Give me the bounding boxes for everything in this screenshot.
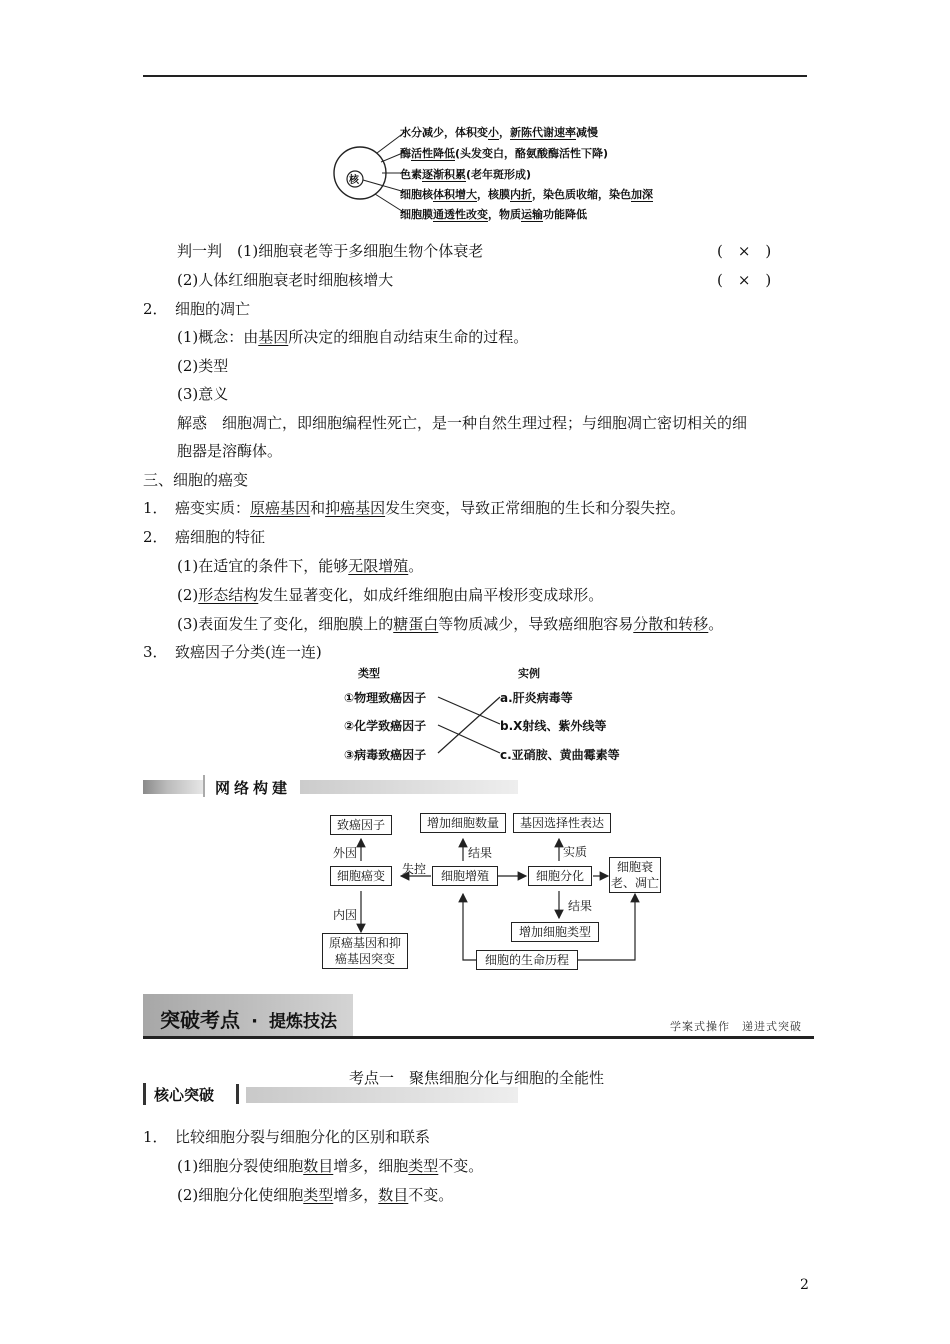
carcinogen-heading: 3． 致癌因子分类(连一连)	[143, 643, 322, 661]
apoptosis-type: (2)类型	[177, 357, 229, 375]
box-cell-life-history: 细胞的生命历程	[476, 950, 578, 970]
section-dot: ·	[251, 1011, 258, 1032]
judge-item-2: (2)人体红细胞衰老时细胞核增大	[177, 271, 394, 289]
box-increase-cell-number: 增加细胞数量	[420, 813, 506, 833]
box-gene-selective-expression: 基因选择性表达	[513, 813, 611, 833]
match-right-a: a.肝炎病毒等	[500, 691, 573, 705]
compare-line-2: (2)细胞分化使细胞类型增多，数目不变。	[177, 1186, 454, 1204]
label-internal-cause: 内因	[333, 908, 358, 922]
box-oncogene-mutation	[322, 933, 408, 969]
match-left-3: ③病毒致癌因子	[344, 748, 427, 762]
aging-trait-5: 细胞膜通透性改变，物质运输功能降低	[400, 208, 587, 221]
box-carcinogen: 致癌因子	[330, 815, 392, 835]
label-result-2: 结果	[568, 899, 593, 913]
match-left-2: ②化学致癌因子	[344, 719, 427, 733]
aging-trait-3: 色素逐渐积累(老年斑形成)	[400, 168, 532, 181]
apoptosis-note-1: 解惑 细胞凋亡，即细胞编程性死亡，是一种自然生理过程；与细胞凋亡密切相关的细	[177, 414, 748, 432]
box-cell-differentiation: 细胞分化	[528, 866, 592, 886]
kaodian-title: 考点一 聚焦细胞分化与细胞的全能性	[349, 1069, 605, 1087]
label-result-1: 结果	[468, 846, 493, 860]
box-cell-aging-line2: 老、凋亡	[610, 876, 659, 890]
label-out-of-control: 失控	[402, 862, 427, 876]
label-external-cause: 外因	[333, 846, 358, 860]
apoptosis-concept: (1)概念：由基因所决定的细胞自动结束生命的过程。	[177, 328, 529, 346]
box-cell-aging-apoptosis	[609, 857, 661, 893]
cancer-feature-3: (3)表面发生了变化，细胞膜上的糖蛋白等物质减少，导致癌细胞容易分散和转移。	[177, 615, 724, 633]
cancer-feature-1: (1)在适宜的条件下，能够无限增殖。	[177, 557, 424, 575]
match-right-b: b.X射线、紫外线等	[500, 719, 607, 733]
compare-line-1: (1)细胞分裂使细胞数目增多，细胞类型不变。	[177, 1157, 484, 1175]
aging-trait-2: 酶活性降低(头发变白，酪氨酸酶活性下降)	[400, 147, 609, 160]
box-oncogene-line2: 癌基因突变	[334, 952, 395, 966]
match-right-title: 实例	[518, 667, 540, 680]
core-banner-title: 核心突破	[154, 1086, 215, 1104]
box-oncogene-line1: 原癌基因和抑	[328, 936, 401, 950]
cancer-feature-2: (2)形态结构发生显著变化，如成纤维细胞由扁平梭形变成球形。	[177, 586, 604, 604]
match-left-title: 类型	[358, 667, 380, 680]
apoptosis-note-2: 胞器是溶酶体。	[177, 442, 283, 460]
core-banner	[143, 1083, 246, 1105]
judge-mark-1: ( × )	[717, 242, 772, 260]
match-left-1: ①物理致癌因子	[344, 691, 427, 705]
cancer-heading: 三、细胞的癌变	[143, 471, 249, 489]
nucleus-label: 核	[349, 175, 359, 186]
judge-mark-2: ( × )	[717, 271, 772, 289]
label-essence: 实质	[563, 845, 588, 859]
section-banner	[160, 1004, 337, 1033]
core-banner-tick	[236, 1084, 239, 1104]
apoptosis-meaning: (3)意义	[177, 385, 229, 403]
judge-item-1: 判一判 (1)细胞衰老等于多细胞生物个体衰老	[177, 242, 484, 260]
cancer-essence: 1． 癌变实质：原癌基因和抑癌基因发生突变，导致正常细胞的生长和分裂失控。	[143, 499, 686, 517]
section-right-text: 学案式操作 递进式突破	[670, 1020, 802, 1033]
network-banner-title: 网络构建	[215, 779, 292, 797]
compare-heading: 1． 比较细胞分裂与细胞分化的区别和联系	[143, 1128, 431, 1146]
section-title: 突破考点	[160, 1008, 240, 1032]
aging-trait-4: 细胞核体积增大，核膜内折，染色质收缩，染色加深	[400, 188, 653, 201]
match-right-c: c.亚硝胺、黄曲霉素等	[500, 748, 620, 762]
network-banner-bar-right	[300, 780, 518, 794]
match-lines	[435, 690, 505, 760]
network-banner-bar-left	[143, 780, 203, 794]
header-rule	[143, 75, 807, 77]
aging-cell-diagram	[315, 118, 410, 218]
box-cell-aging-line1: 细胞衰	[616, 860, 653, 874]
aging-trait-1: 水分减少，体积变小，新陈代谢速率减慢	[400, 126, 598, 139]
section-subtitle: 提炼技法	[269, 1012, 338, 1032]
apoptosis-heading: 2． 细胞的凋亡	[143, 300, 251, 318]
box-cell-cancerization: 细胞癌变	[330, 866, 392, 886]
box-increase-cell-type: 增加细胞类型	[511, 922, 599, 942]
section-rule	[143, 1036, 814, 1039]
page-number: 2	[800, 1277, 809, 1293]
cancer-features-heading: 2． 癌细胞的特征	[143, 528, 266, 546]
box-cell-proliferation: 细胞增殖	[432, 866, 498, 886]
